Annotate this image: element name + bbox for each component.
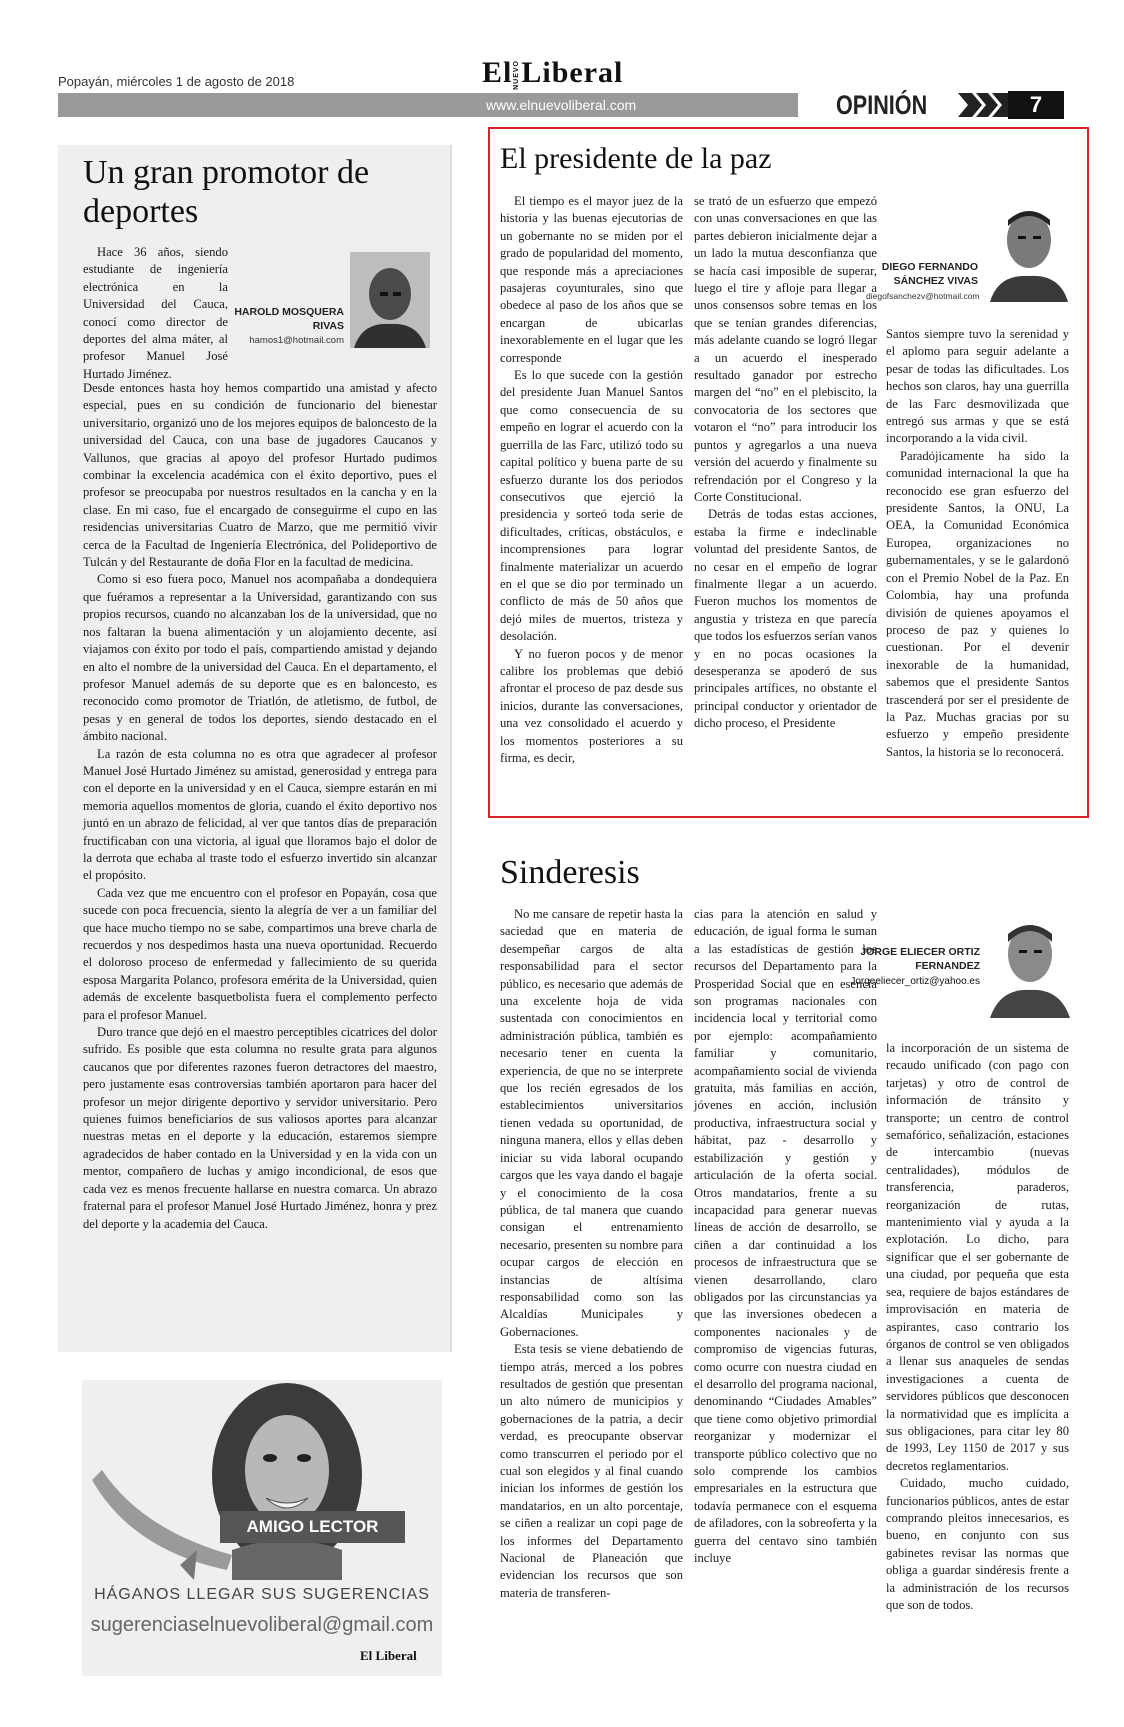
masthead-el: El <box>482 56 513 89</box>
article-intro <box>83 244 228 383</box>
author-name: DIEGO FERNANDO SÁNCHEZ VIVAS <box>881 261 978 287</box>
article-paragraph: Cada vez que me encuentro con el profesor en Popayán, cosa que sucede con poca frecuencia, siento la alegría de ver a un familiar del que hace mucho tiempo no se sabe, compartimos una breve charla de recuerdos y nos despedimos hasta una nueva oportunidad. Recuerdo el doloroso proceso de enfermedad y fallecimiento de su querida esposa Margarita Polanco, profesora emérita de la Universidad, quien además de excelente basquetbolista fuera el complemento perfecto para el profesor Manuel. <box>83 885 437 1022</box>
article-body <box>83 380 437 1233</box>
article-paragraph: la incorporación de un sistema de recaudo unificado (con pago con tarjetas) y otro de control de información de tránsito y transporte; un centro de control semafórico, señalización, estaciones de intercambio (nuevas centralidades), módulos de transferencia, paraderos, reorganización de rutas, mantenimiento vial y ayuda a la explotación. Lo dicho, para significar que el ser gobernante de una ciudad, por pequeña que esta sea, requiere de bajos estándares de improvisación en materia de aspirantes, caso contrario los órganos de control se ven obligados a llenar sus anaqueles de sendas investigaciones a cuenta de servidores públicos que desconocen la normatividad que es implícita a sus obligaciones, para citar ley 80 de 1993, Ley 1150 de 2017 y sus decretos reglamentarios. <box>886 1041 1069 1473</box>
ad-email-link[interactable]: sugerenciaselnuevoliberal@gmail.com <box>90 1614 434 1636</box>
article-paragraph: Hace 36 años, siendo estudiante de ingeniería electrónica en la Universidad del Cauca, conocí como director de deportes del alma máter, al profesor Manuel José Hurtado Jiménez. <box>83 245 228 381</box>
ad-logo-el: El <box>360 1648 373 1663</box>
header-bar <box>58 93 798 117</box>
article-paragraph: Duro trance que dejó en el maestro perceptibles cicatrices del dolor sufrido. Es posible que esta columna no resulte grata para algunos caucanos que por diferentes razones fueron detractores del maestro, pero justamente esas controversias también aportaron para hacer del profesor un mejor dirigente deportivo y servidor universitario. Pero quienes fuimos beneficiarios de sus valiosos aportes para alcanzar nuestras metas en el deporte y la educación, estaremos siempre agradecidos de haber contado en la Universidad y en la vida con un mentor, compañero de luchas y amigo incondicional, de esos que cada vez es menos frecuente hallarse en nuestra comarca. Un abrazo fraternal para el profesor Manuel José Hurtado Jiménez, honra y prez del deporte y la academia del Cauca. <box>83 1025 437 1231</box>
author-email: hamos1@hotmail.com <box>249 335 344 346</box>
article-paragraph: No me cansare de repetir hasta la saciedad que en materia de desempeñar cargos de alta responsabilidad para el sector público, es necesario que además de una excelente hoja de vida sustentada con conocimientos en administración pública, también es necesario tener en cuenta la experiencia, de que no se interprete que los recién egresados de los establecimientos universitarios tienen vedada su oportunidad, de ninguna manera, ellos y ellas deben iniciar su vida laboral ocupando cargos que les vaya dando el bagaje y el conocimiento de la cosa pública, de tal manera que cuando consigan el entrenamiento necesario, presenten su nombre para ocupar cargos de elección en instancias de altísima responsabilidad como son las Alcaldías Municipales y Gobernaciones. <box>500 907 683 1339</box>
ad-banner: AMIGO LECTOR <box>220 1511 405 1543</box>
masthead-logo <box>482 56 623 90</box>
author-email: Jorgeeliecer_ortiz@yahoo.es <box>850 976 980 987</box>
article-column <box>694 193 877 733</box>
ad-logo <box>360 1648 417 1664</box>
author-name: HAROLD MOSQUERA RIVAS <box>234 306 344 332</box>
article-paragraph: Desde entonces hasta hoy hemos compartido una amistad y afecto especial, pues en su condición de funcionario del bienestar universitario, organizó uno de los mejores equipos de baloncesto de la universidad del Cauca, con una base de jugadores Caucanos y Vallunos, que gracias al apoyo del profesor Hurtado pudimos combinar la excelencia académica con el éxito deportivo, pues el profesor se preocupaba por nuestros resultados en la cancha y en la clase. En mi caso, fue el encargado de conseguirme el cupo en las residencias universitarias Cuatro de Marzo, que me permitió vivir cerca de la Facultad de Ingeniería Electrónica, del Polideportivo de Tulcán y del Restaurante de doña Flor en la facultad de medicina. <box>83 381 437 570</box>
author-portrait-icon <box>984 196 1074 302</box>
article-paragraph: cias para la atención en salud y educación, de igual forma le suman a las estadísticas de gestión los recursos del Departamento para la Prosperidad Social que en esencia son programas nacionales con incidencia local y territorial como por ejemplo: acompañamiento familiar y comunitario, acompañamiento social de vivienda gratuita, más familias en acción, jóvenes en acción, inclusión productiva, infraestructura social y hábitat, paz - desarrollo y estabilización y gestión y articulación de la oferta social. Otros mandatarios, frente a su incapacidad para generar nuevas líneas de acción de desarrollo, se ciñen a dar continuidad a los procesos de infraestructura que se vienen desarrollando, claro obligados por las circunstancias ya que las inversiones obedecen a componentes nacionales y de compromiso de vigencias futuras, como ocurre con nuestra ciudad en el desarrollo del programa nacional, denominando “Ciudades Amables” que tiene como objetivo primordial reorganizar y modernizar el transporte público colectivo que no solo comprende los cambios empresariales en la estructura que todavía permanece con el esquema de afiladores, con la sobreoferta y la guerra del centavo sino también incluye <box>694 907 877 1566</box>
article-paragraph: Paradójicamente ha sido la comunidad internacional la que ha reconocido ese gran esfuerzo del presidente Santos, la ONU, La OEA, la Comunidad Económica Europea, organizaciones no gubernamentales, y se le galardonó con el Premio Nobel de la Paz. En Colombia, hay una profunda división de quienes apoyamos el proceso de paz y quienes lo cuestionan. Por el devenir inexorable de la humanidad, sabemos que el presidente Santos trascenderá por ser el presidente de la Paz. Muchas gracias por su esfuerzo y empeño presidente Santos, la historia se lo reconocerá. <box>886 448 1069 759</box>
author-portrait-icon <box>350 252 430 348</box>
issue-date: Popayán, miércoles 1 de agosto de 2018 <box>58 74 295 89</box>
masthead-nuevo: NUEVO <box>513 60 521 91</box>
article-paragraph: Santos siempre tuvo la serenidad y el aplomo para seguir adelante a pesar de todas las dificultades. Los hechos son claros, hay una guerrilla de las Farc desmovilizada que entregó sus armas y que se está incorporando a la vida civil. <box>886 327 1069 446</box>
article-paragraph: Y no fueron pocos y de menor calibre los problemas que debió afrontar el proceso de paz desde sus inicios, durante las conversaciones, una vez consolidado el acuerdo y los momentos posteriores a su firma, es decir, <box>500 646 683 765</box>
article-column <box>500 906 683 1602</box>
author-photo <box>986 908 1074 1018</box>
article-title: El presidente de la paz <box>500 142 772 175</box>
author-portrait-icon <box>986 908 1074 1018</box>
masthead-liberal: Liberal <box>521 56 624 89</box>
section-title: OPINIÓN <box>836 90 928 120</box>
site-url[interactable]: www.elnuevoliberal.com <box>486 97 637 113</box>
page-number: 7 <box>1008 91 1064 119</box>
article-title: Sinderesis <box>500 854 640 891</box>
author-email: diegofsanchezv@hotmail.com <box>866 291 980 301</box>
ad-headline: HÁGANOS LLEGAR SUS SUGERENCIAS <box>94 1586 430 1603</box>
article-column <box>694 906 877 1567</box>
article-column <box>886 326 1069 761</box>
article-column <box>500 193 683 767</box>
article-paragraph: Es lo que sucede con la gestión del presidente Juan Manuel Santos que como consecuencia de su empeño en lograr el acuerdo con la guerrilla de las Farc, utilizó todo su capital político y buena parte de su esfuerzo durante los dos periodos consecutivos que ejerció la presidencia y sorteó toda serie de dificultades, críticas, obstáculos, e incomprensiones para lograr finalmente materializar un acuerdo en el que se dio por terminado un conflicto de más de 50 años que dejó miles de muertos, tristeza y desolación. <box>500 368 683 644</box>
article-paragraph: Detrás de todas estas acciones, estaba la firme e indeclinable voluntad del presidente Santos, de no cesar en el empeño de lograr finalmente llegar a un acuerdo. Fueron muchos los momentos de angustia y tristeza en que parecía que todos los esfuerzos serían vanos y en no pocas ocasiones la desesperanza se apoderó de sus principales artífices, no obstante el principal conductor y orientador de dicho proceso, el Presidente <box>694 507 877 731</box>
ad-woman-photo <box>82 1380 442 1580</box>
article-title: Un gran promotor de deportes <box>83 154 370 231</box>
article-paragraph: Esta tesis se viene debatiendo de tiempo atrás, merced a los pobres resultados de gestión que presentan un alto número de municipios y gobernaciones de la patria, a decir verdad, es preocupante observar como transcurren el periodo por el cual son elegidos y al final cuando inician los informes de gestión los mandatarios, en un alto porcentaje, se ciñen a realizar un copi page de los informes del Departamento Nacional de Planeación que evidencian los recursos que son materia de transferen- <box>500 1342 683 1600</box>
author-photo <box>984 196 1074 302</box>
article-paragraph: La razón de esta columna no es otra que agradecer al profesor Manuel José Hurtado Jiménez su amistad, generosidad y entrega para con el deporte en la universidad y en el Cauca, siempre estarán en mi memoria aquellos momentos de gloria, cuando el éxito deportivo nos juntó en un abrazo de felicidad, al ver que tantos días de preparación fructificaban con una victoria, al igual que lloramos bajo el dolor de la derrota que echaba al traste todo el esfuerzo invertido sin alcanzar el propósito. <box>83 746 437 883</box>
ad-logo-liberal: Liberal <box>375 1648 417 1663</box>
section-arrow-icon <box>958 93 1008 117</box>
article-paragraph: Como si eso fuera poco, Manuel nos acompañaba a dondequiera que fuéramos a representar a la Universidad, garantizando con sus propios recursos, cuando no alcanzaban los de la universidad, que no nos faltaran la buena alimentación y un alojamiento decente, así viajamos con éxito por todo el país, compartiendo amistad y dejando en alto el nombre de la universidad del Cauca. En el departamento, el profesor Manuel además de su deporte que es en baloncesto, es reconocido como promotor de Triatlón, de atletismo, de futbol, de pesas y en general de todos los deportes, siendo destacado en el ámbito nacional. <box>83 572 437 744</box>
article-paragraph: Cuidado, mucho cuidado, funcionarios públicos, antes de estar comprando pleitos innecesarios, es bueno, en conjunto con sus gabinetes revisar las normas que obliga a guardar sindéresis frente a la administración de los recursos que son de todos. <box>886 1476 1069 1612</box>
article-paragraph: se trató de un esfuerzo que empezó con unas conversaciones en que las partes debieron inicialmente dejar a un lado la mutua desconfianza que se hacía casi imposible de superar, luego el tire y afloje para llegar a unos consensos sobre temas en los que se tenían grandes diferencias, más adelante cuando se logró llegar a un acuerdo el inesperado resultado ganador por estrecho margen del “no” en el plebiscito, la convocatoria de los sectores que votaron el “no” para introducir los puntos y agregarlos a una nueva versión del acuerdo y finalmente su refrendación por el Congreso y la Corte Constitucional. <box>694 194 877 504</box>
author-photo <box>350 252 430 348</box>
article-paragraph: El tiempo es el mayor juez de la historia y las buenas ejecutorias de un gobernante no se miden por el grado de popularidad del momento, que responde más a apreciaciones pasajeras coyunturales, sino que obedece al paso de los años que se encargan de ubicarlas inexorablemente en el lugar que les corresponde <box>500 194 683 365</box>
author-name: JORGE ELIECER ORTIZ FERNANDEZ <box>860 946 980 972</box>
article-column <box>886 1040 1069 1614</box>
